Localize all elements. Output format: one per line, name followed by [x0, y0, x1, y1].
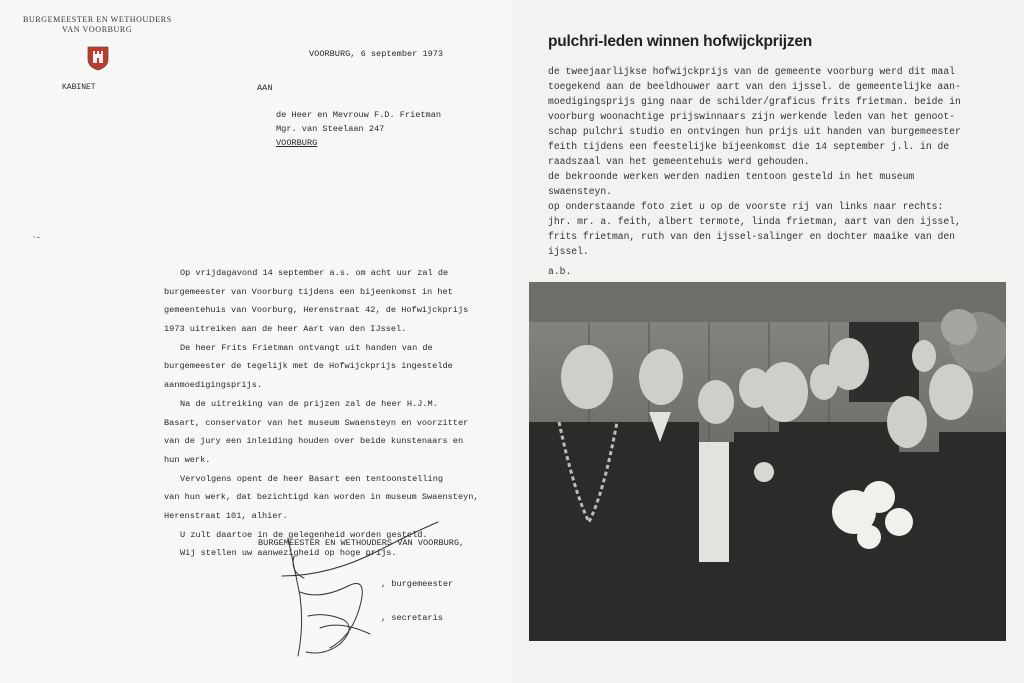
body-line: van hun werk, dat bezichtigd kan worden in museum Swaensteyn, [164, 492, 479, 502]
body-line: gemeentehuis van Voorburg, Herenstraat 42, de Hofwijckprijs [164, 305, 469, 315]
aan-label: AAN [257, 83, 273, 93]
article-line: toegekend aan de beeldhouwer aart van den ijssel. de gemeentelijke aan- [548, 81, 961, 92]
body-line: Na de uitreiking van de prijzen zal de heer H.J.M. [180, 399, 438, 409]
body-line: burgemeester de tegelijk met de Hofwijckprijs ingestelde [164, 361, 453, 371]
body-line: burgemeester van Voorburg tijdens een bijeenkomst in het [164, 287, 453, 297]
body-line: 1973 uitreiken aan de heer Aart van den IJssel. [164, 324, 407, 334]
signatory-line: BURGEMEESTER EN WETHOUDERS VAN VOORBURG, [258, 538, 465, 548]
letterhead-line1: BURGEMEESTER EN WETHOUDERS [23, 15, 172, 24]
secretaris-label: , secretaris [381, 613, 443, 623]
article-line: schap pulchri studio en ontvingen hun prijs uit handen van burgemeester [548, 126, 961, 137]
article-line: ijssel. [548, 246, 589, 257]
body-line: Wij stellen uw aanwezigheid op hoge prijs. [180, 548, 397, 558]
body-line: U zult daartoe in de gelegenheid worden gesteld. [180, 530, 428, 540]
stray-mark: ·– [32, 234, 41, 242]
body-line: aanmoedigingsprijs. [164, 380, 262, 390]
body-line: van de jury een inleiding houden over beide kunstenaars en [164, 436, 464, 446]
handwritten-signature [260, 516, 450, 666]
article-line: frits frietman, ruth van den ijssel-salinger en dochter maaike van den [548, 231, 955, 242]
article-line: feith tijdens een feestelijke bijeenkomst die 14 september j.l. in de [548, 141, 950, 152]
article-headline: pulchri-leden winnen hofwijckprijzen [548, 33, 813, 50]
letterhead-line2: VAN VOORBURG [62, 25, 133, 34]
article-line: de bekroonde werken werden nadien tentoon gesteld in het museum [548, 171, 915, 182]
article-line: op onderstaande foto ziet u op de voorste rij van links naar rechts: [548, 201, 944, 212]
burgemeester-label: , burgemeester [381, 579, 454, 589]
article-line: raadszaal van het gemeentehuis werd gehouden. [548, 156, 810, 167]
body-line: De heer Frits Frietman ontvangt uit handen van de [180, 343, 433, 353]
group-photo [529, 282, 1006, 641]
body-line: Basart, conservator van het museum Swaensteyn en voorzitter [164, 418, 469, 428]
voorburg-crest-icon [86, 45, 110, 71]
article-line: voorburg woonachtige prijswinnaars zijn werkende leden van het genoot- [548, 111, 955, 122]
address-line: Mgr. van Steelaan 247 [276, 124, 385, 134]
letter-date: VOORBURG, 6 september 1973 [309, 49, 444, 59]
address-line: de Heer en Mevrouw F.D. Frietman [276, 110, 442, 120]
body-line: Vervolgens opent de heer Basart een tentoonstelling [180, 474, 444, 484]
body-line: hun werk. [164, 455, 211, 465]
body-line: Op vrijdagavond 14 september a.s. om acht uur zal de [180, 268, 449, 278]
kabinet-label: KABINET [62, 83, 96, 92]
article-line: jhr. mr. a. feith, albert termote, linda frietman, aart van den ijssel, [548, 216, 961, 227]
article-signoff: a.b. [548, 266, 572, 277]
body-line: Herenstraat 101, alhier. [164, 511, 288, 521]
address-line: VOORBURG [276, 138, 318, 148]
article-line: moedigingsprijs ging naar de schilder/graficus frits frietman. beide in [548, 96, 961, 107]
article-line: de tweejaarlijkse hofwijckprijs van de gemeente voorburg werd dit maal [548, 66, 955, 77]
article-line: swaensteyn. [548, 186, 612, 197]
